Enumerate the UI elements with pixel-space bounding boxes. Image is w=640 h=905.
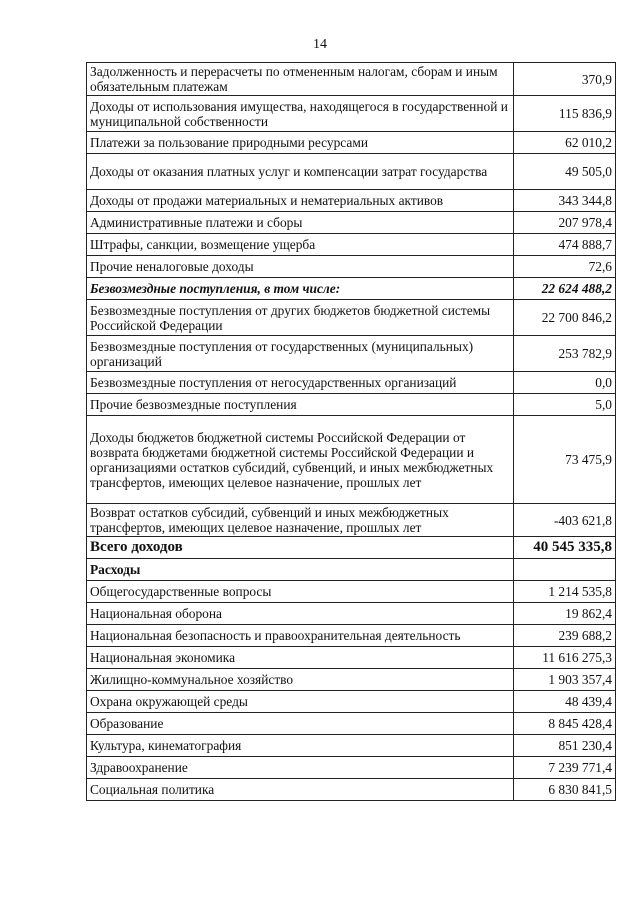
row-value: 5,0 [514,394,616,416]
row-value: 22 624 488,2 [514,278,616,300]
table-row [87,212,616,234]
budget-table [86,62,616,801]
row-label: Безвозмездные поступления, в том числе: [87,278,514,300]
table-row [87,735,616,757]
row-label: Штрафы, санкции, возмещение ущерба [87,234,514,256]
row-label: Общегосударственные вопросы [87,581,514,603]
row-value: 22 700 846,2 [514,300,616,336]
row-value [514,559,616,581]
row-label: Задолженность и перерасчеты по отмененным налогам, сборам и иным обязательным платежам [87,63,514,96]
table-row [87,190,616,212]
row-label: Культура, кинематография [87,735,514,757]
row-value: 73 475,9 [514,416,616,504]
row-value: 72,6 [514,256,616,278]
table-row [87,132,616,154]
table-row [87,96,616,132]
table-row [87,669,616,691]
table-row [87,234,616,256]
row-value: 207 978,4 [514,212,616,234]
table-row [87,256,616,278]
row-value: 239 688,2 [514,625,616,647]
table-row [87,300,616,336]
row-label: Доходы от продажи материальных и нематериальных активов [87,190,514,212]
table-row [87,625,616,647]
table-row [87,336,616,372]
table-row [87,394,616,416]
row-label: Платежи за пользование природными ресурсами [87,132,514,154]
budget-table-body [87,63,616,801]
row-label: Безвозмездные поступления от других бюджетов бюджетной системы Российской Федерации [87,300,514,336]
row-value: 11 616 275,3 [514,647,616,669]
table-row [87,691,616,713]
row-value: 62 010,2 [514,132,616,154]
row-label: Здравоохранение [87,757,514,779]
row-value: 49 505,0 [514,154,616,190]
row-label: Всего доходов [87,537,514,559]
row-label: Доходы от использования имущества, находящегося в государственной и муниципальной собственности [87,96,514,132]
row-value: 8 845 428,4 [514,713,616,735]
row-value: 1 214 535,8 [514,581,616,603]
row-value: 370,9 [514,63,616,96]
table-row [87,372,616,394]
row-label: Доходы бюджетов бюджетной системы Российской Федерации от возврата бюджетами бюджетной системы Российской Федерации и организациями остатков субсидий, субвенций, и иных межбюджетных трансфертов, имеющих целевое назначение, прошлых лет [87,416,514,504]
table-row [87,537,616,559]
row-value: 7 239 771,4 [514,757,616,779]
row-label: Безвозмездные поступления от государственных (муниципальных) организаций [87,336,514,372]
row-value: 1 903 357,4 [514,669,616,691]
table-row [87,559,616,581]
row-label: Жилищно-коммунальное хозяйство [87,669,514,691]
row-label: Прочие неналоговые доходы [87,256,514,278]
row-value: 851 230,4 [514,735,616,757]
row-label: Доходы от оказания платных услуг и компенсации затрат государства [87,154,514,190]
row-label: Административные платежи и сборы [87,212,514,234]
table-row [87,581,616,603]
row-label: Национальная безопасность и правоохранительная деятельность [87,625,514,647]
row-label: Расходы [87,559,514,581]
row-label: Национальная оборона [87,603,514,625]
row-value: 0,0 [514,372,616,394]
table-row [87,603,616,625]
row-value: 474 888,7 [514,234,616,256]
row-label: Безвозмездные поступления от негосударственных организаций [87,372,514,394]
row-label: Прочие безвозмездные поступления [87,394,514,416]
table-row [87,647,616,669]
row-value: -403 621,8 [514,504,616,537]
row-value: 40 545 335,8 [514,537,616,559]
row-value: 19 862,4 [514,603,616,625]
row-value: 115 836,9 [514,96,616,132]
row-value: 6 830 841,5 [514,779,616,801]
table-row [87,63,616,96]
row-label: Возврат остатков субсидий, субвенций и иных межбюджетных трансфертов, имеющих целевое назначение, прошлых лет [87,504,514,537]
row-value: 48 439,4 [514,691,616,713]
table-row [87,504,616,537]
table-row [87,416,616,504]
row-label: Социальная политика [87,779,514,801]
page-number: 14 [313,37,327,52]
row-value: 253 782,9 [514,336,616,372]
row-label: Охрана окружающей среды [87,691,514,713]
row-label: Национальная экономика [87,647,514,669]
table-row [87,154,616,190]
row-value: 343 344,8 [514,190,616,212]
table-row [87,713,616,735]
row-label: Образование [87,713,514,735]
table-row [87,757,616,779]
table-row [87,278,616,300]
table-row [87,779,616,801]
